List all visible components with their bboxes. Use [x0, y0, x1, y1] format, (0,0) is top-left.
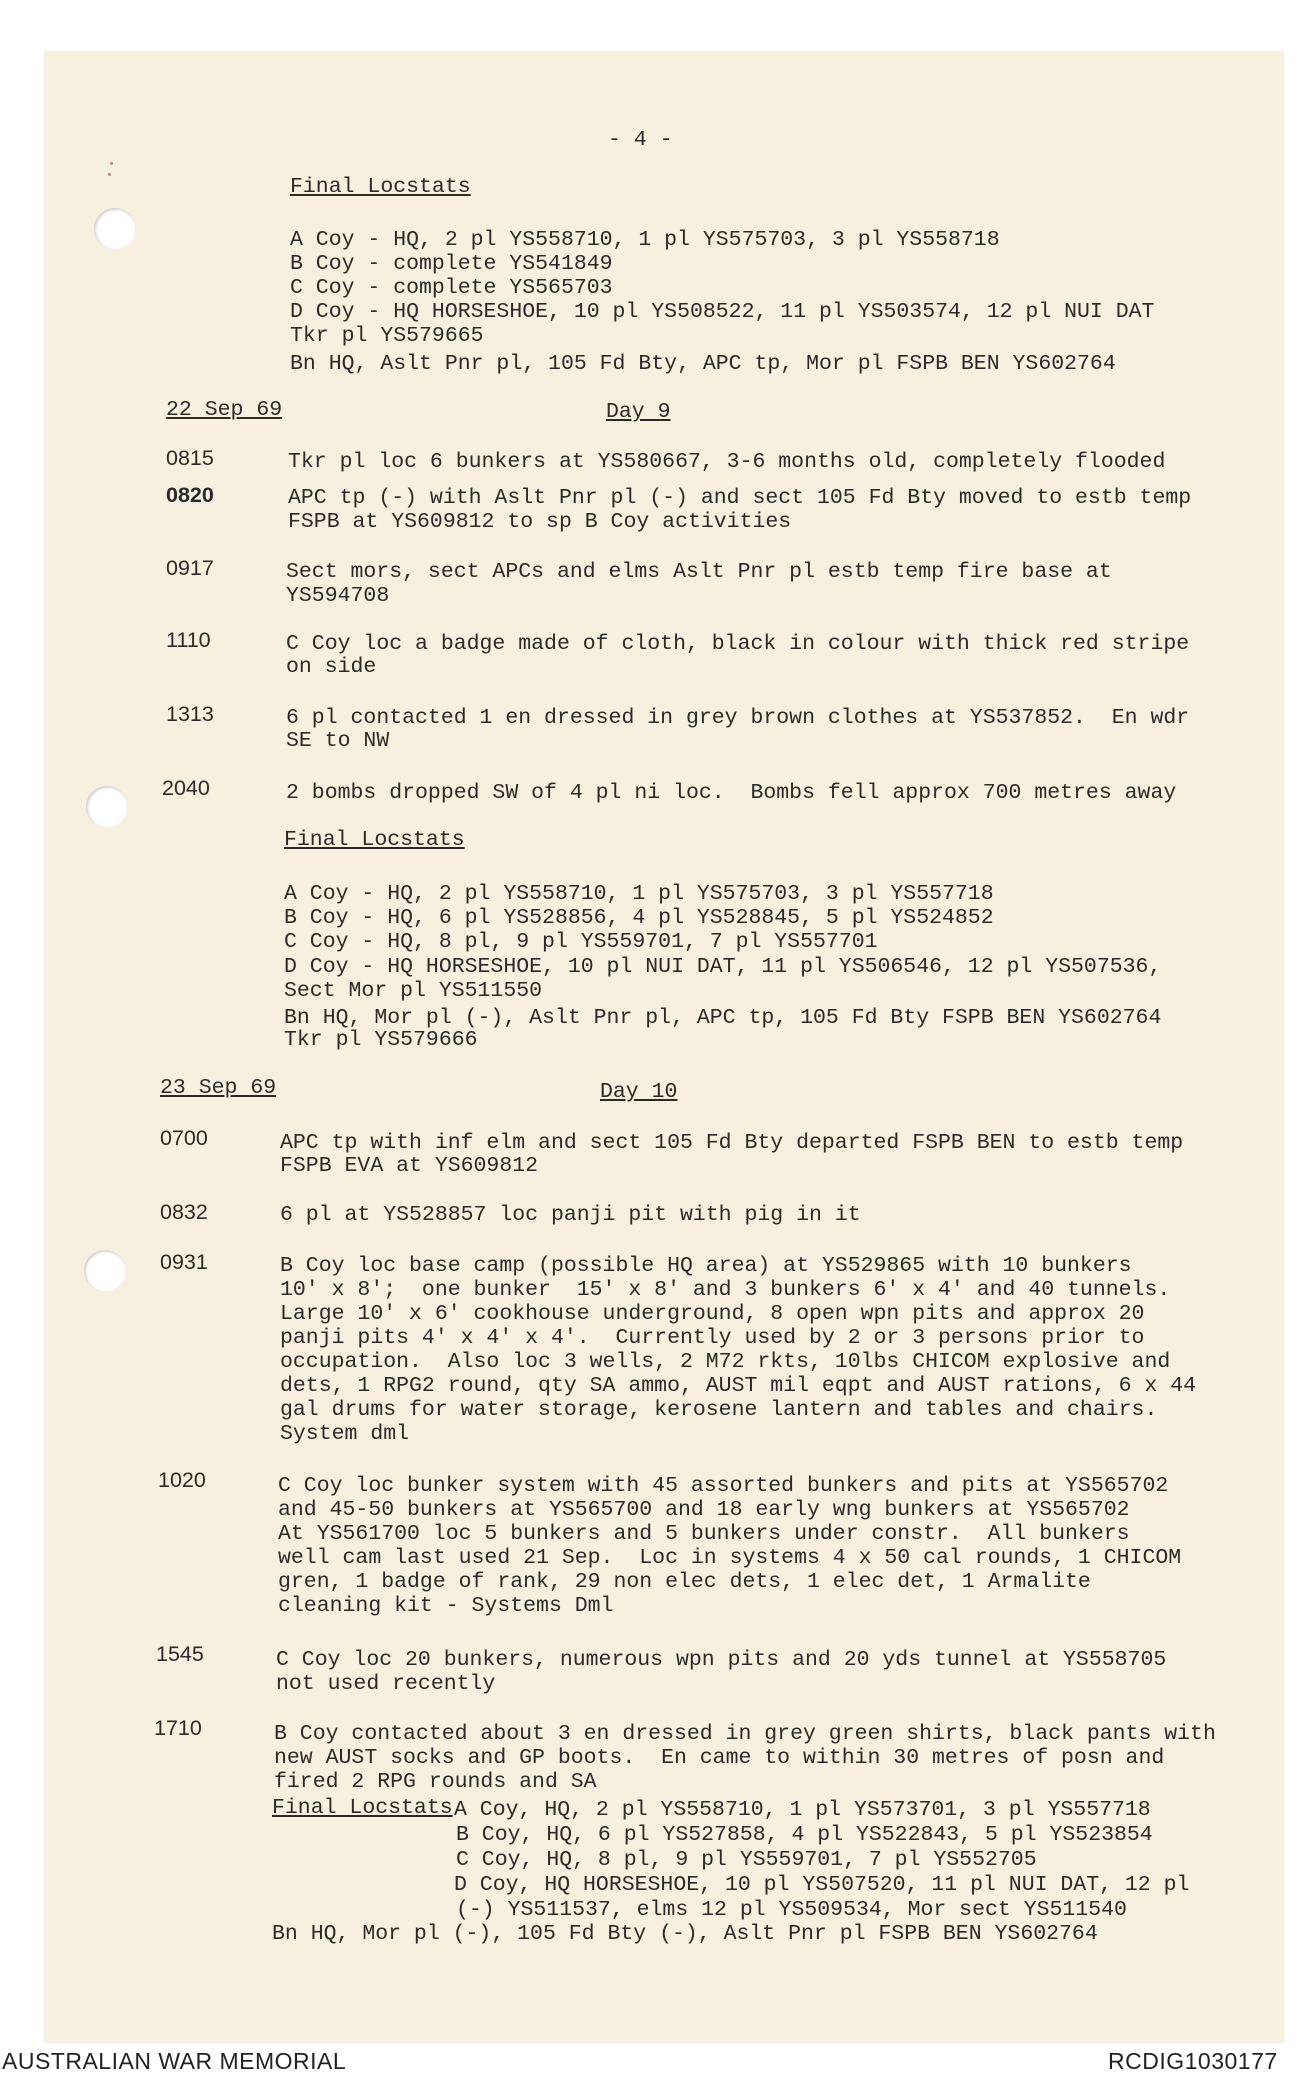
entry-line: At YS561700 loc 5 bunkers and 5 bunkers under constr. All bunkers — [278, 1522, 1130, 1546]
punch-hole — [94, 208, 136, 250]
entry-time: 0700 — [160, 1126, 208, 1150]
entry-time: 0820 — [166, 483, 214, 507]
day-heading: Day 10 — [600, 1080, 678, 1104]
entry-line: System dml — [280, 1422, 410, 1446]
entry-time: 0917 — [166, 556, 214, 580]
entry-line: FSPB at YS609812 to sp B Coy activities — [288, 510, 792, 534]
entry-line: 2 bombs dropped SW of 4 pl ni loc. Bombs fell approx 700 metres away — [286, 781, 1177, 805]
entry-line: Large 10' x 6' cookhouse underground, 8 open wpn pits and approx 20 — [280, 1302, 1145, 1326]
locstats-line: B Coy, HQ, 6 pl YS527858, 4 pl YS522843, 5 pl YS523854 — [456, 1823, 1153, 1847]
entry-time: 1545 — [156, 1642, 204, 1666]
paper-speck — [110, 162, 113, 165]
locstats-line: D Coy - HQ HORSESHOE, 10 pl NUI DAT, 11 pl YS506546, 12 pl YS507536, — [284, 955, 1162, 979]
entry-line: panji pits 4' x 4' x 4'. Currently used by 2 or 3 persons prior to — [280, 1326, 1145, 1350]
entry-time: 1020 — [158, 1468, 206, 1492]
locstats-line: (-) YS511537, elms 12 pl YS509534, Mor sect YS511540 — [456, 1898, 1127, 1922]
locstats-line: C Coy, HQ, 8 pl, 9 pl YS559701, 7 pl YS552705 — [456, 1848, 1037, 1872]
locstats-line: Bn HQ, Aslt Pnr pl, 105 Fd Bty, APC tp, Mor pl FSPB BEN YS602764 — [290, 352, 1116, 376]
punch-hole — [86, 786, 128, 828]
entry-line: dets, 1 RPG2 round, qty SA ammo, AUST mil eqpt and AUST rations, 6 x 44 — [280, 1374, 1197, 1398]
entry-line: gal drums for water storage, kerosene lantern and tables and chairs. — [280, 1398, 1158, 1422]
entry-line: 6 pl at YS528857 loc panji pit with pig in it — [280, 1203, 861, 1227]
entry-line: cleaning kit - Systems Dml — [278, 1594, 614, 1618]
entry-line: APC tp with inf elm and sect 105 Fd Bty departed FSPB BEN to estb temp — [280, 1131, 1184, 1155]
entry-line: FSPB EVA at YS609812 — [280, 1154, 539, 1178]
entry-line: C Coy loc 20 bunkers, numerous wpn pits and 20 yds tunnel at YS558705 — [276, 1648, 1167, 1672]
date-heading: 23 Sep 69 — [160, 1076, 277, 1100]
entry-line: 6 pl contacted 1 en dressed in grey brown clothes at YS537852. En wdr — [286, 706, 1190, 730]
locstats-line: C Coy - complete YS565703 — [290, 276, 613, 300]
locstats-line: Bn HQ, Mor pl (-), 105 Fd Bty (-), Aslt Pnr pl FSPB BEN YS602764 — [272, 1922, 1098, 1946]
entry-time: 1710 — [154, 1716, 202, 1740]
page-number: - 4 - — [608, 128, 673, 152]
locstats-line: Sect Mor pl YS511550 — [284, 979, 543, 1003]
entry-line: C Coy loc bunker system with 45 assorted bunkers and pits at YS565702 — [278, 1474, 1169, 1498]
entry-line: C Coy loc a badge made of cloth, black in colour with thick red stripe — [286, 632, 1190, 656]
entry-line: Sect mors, sect APCs and elms Aslt Pnr pl estb temp fire base at — [286, 560, 1112, 584]
locstats-line: Tkr pl YS579666 — [284, 1028, 478, 1052]
paper-speck — [108, 173, 111, 176]
entry-line: gren, 1 badge of rank, 29 non elec dets, 1 elec det, 1 Armalite — [278, 1570, 1091, 1594]
locstats-line: C Coy - HQ, 8 pl, 9 pl YS559701, 7 pl YS557701 — [284, 930, 878, 954]
footer-record-id: RCDIG1030177 — [1108, 2048, 1278, 2074]
date-heading: 22 Sep 69 — [166, 398, 283, 422]
locstats-line: A Coy - HQ, 2 pl YS558710, 1 pl YS575703, 3 pl YS557718 — [284, 882, 994, 906]
entry-time: 0832 — [160, 1200, 208, 1224]
entry-line: occupation. Also loc 3 wells, 2 M72 rkts, 10lbs CHICOM explosive and — [280, 1350, 1171, 1374]
locstats-line: B Coy - HQ, 6 pl YS528856, 4 pl YS528845, 5 pl YS524852 — [284, 906, 994, 930]
day-heading: Day 9 — [606, 400, 671, 424]
entry-line: SE to NW — [286, 729, 390, 753]
entry-line: YS594708 — [286, 584, 390, 608]
locstats-line: A Coy, HQ, 2 pl YS558710, 1 pl YS573701, 3 pl YS557718 — [454, 1798, 1151, 1822]
locstats-heading: Final Locstats — [284, 828, 465, 852]
entry-line: new AUST socks and GP boots. En came to within 30 metres of posn and — [274, 1746, 1165, 1770]
entry-line: on side — [286, 655, 377, 679]
entry-time: 1313 — [166, 702, 214, 726]
locstats-heading: Final Locstats — [272, 1796, 453, 1820]
entry-line: B Coy loc base camp (possible HQ area) at YS529865 with 10 bunkers — [280, 1254, 1132, 1278]
entry-line: and 45-50 bunkers at YS565700 and 18 early wng bunkers at YS565702 — [278, 1498, 1130, 1522]
entry-line: fired 2 RPG rounds and SA — [274, 1770, 597, 1794]
entry-time: 1110 — [166, 628, 211, 652]
entry-line: 10' x 8'; one bunker 15' x 8' and 3 bunkers 6' x 4' and 40 tunnels. — [280, 1278, 1171, 1302]
locstats-line: Bn HQ, Mor pl (-), Aslt Pnr pl, APC tp, 105 Fd Bty FSPB BEN YS602764 — [284, 1006, 1162, 1030]
locstats-heading: Final Locstats — [290, 175, 471, 199]
entry-line: well cam last used 21 Sep. Loc in systems 4 x 50 cal rounds, 1 CHICOM — [278, 1546, 1182, 1570]
entry-time: 2040 — [162, 776, 210, 800]
entry-line: B Coy contacted about 3 en dressed in grey green shirts, black pants with — [274, 1722, 1216, 1746]
entry-line: not used recently — [276, 1672, 496, 1696]
footer-archive-name: AUSTRALIAN WAR MEMORIAL — [2, 2048, 347, 2074]
locstats-line: D Coy, HQ HORSESHOE, 10 pl YS507520, 11 pl NUI DAT, 12 pl — [454, 1873, 1190, 1897]
entry-line: APC tp (-) with Aslt Pnr pl (-) and sect 105 Fd Bty moved to estb temp — [288, 486, 1192, 510]
locstats-line: A Coy - HQ, 2 pl YS558710, 1 pl YS575703, 3 pl YS558718 — [290, 228, 1000, 252]
locstats-line: Tkr pl YS579665 — [290, 324, 484, 348]
entry-time: 0815 — [166, 446, 214, 470]
locstats-line: D Coy - HQ HORSESHOE, 10 pl YS508522, 11 pl YS503574, 12 pl NUI DAT — [290, 300, 1155, 324]
entry-line: Tkr pl loc 6 bunkers at YS580667, 3-6 months old, completely flooded — [288, 450, 1166, 474]
locstats-line: B Coy - complete YS541849 — [290, 252, 613, 276]
entry-time: 0931 — [160, 1250, 208, 1274]
punch-hole — [84, 1250, 126, 1292]
